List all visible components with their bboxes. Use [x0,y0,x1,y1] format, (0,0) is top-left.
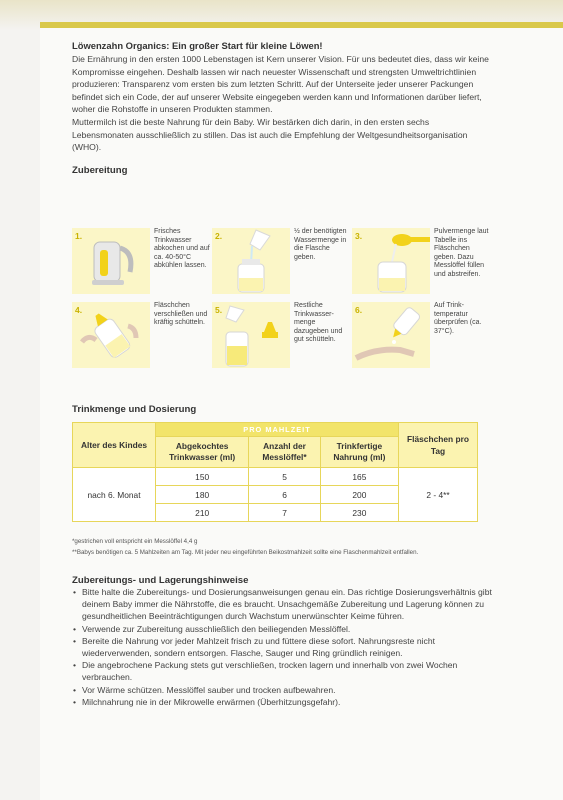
age-header: Alter des Kindes [73,423,156,468]
list-item: • Die angebrochene Packung stets gut verschließen, trocken lagern und innerhalb von zwei Wochen verbrauchen. [82,659,502,683]
preparation-title: Zubereitung [72,164,128,176]
step-4-number: 4. [75,305,83,315]
ready-cell: 200 [320,486,398,504]
step-4-text: Fläschchen verschließen und kräftig schütteln. [154,302,208,327]
step-1-text: Frisches Trinkwasser abkochen und auf ca. 40-50°C abkühlen lassen. [154,228,210,270]
footnote-2: **Babys benötigen ca. 5 Mahlzeiten am Tag. Mit jeder neu eingeführten Beikostmahlzeit sollte eine Flaschenmahlzeit entfallen. [72,548,419,556]
spoons-cell: 5 [249,468,320,486]
list-item: • Milchnahrung nie in der Mikrowelle erwärmen (Überhitzungsgefahr). [82,696,502,708]
dosage-title: Trinkmenge und Dosierung [72,404,197,415]
step-2-number: 2. [215,231,223,241]
temperature-check-icon [352,302,430,368]
step-3-picture [352,228,430,294]
water-header: Abgekochtes Trinkwasser (ml) [156,437,249,468]
step-6-text: Auf Trink-temperatur überprüfen (ca. 37°C). [434,302,482,335]
shake-bottle-icon [72,302,150,368]
add-water-bottle-icon [212,302,290,368]
per-meal-header: PRO MAHLZEIT [156,423,399,437]
intro-title: Löwenzahn Organics: Ein großer Start für kleine Löwen! [72,40,323,51]
measuring-spoon-icon [352,228,430,294]
list-item: • Bitte halte die Zubereitungs- und Dosierungsanweisungen genau ein. Das richtige Dosierungsverhältnis gibt deinem Baby immer die Nährstoffe, die es braucht. Unsachgemäße Zubereitung und Lagerung können zu gesundheitlichen Beeinträchtigungen durch Wachstum unerwünschter Keime führen. [82,586,502,623]
ready-header: Trinkfertige Nahrung (ml) [320,437,398,468]
step-6 [352,302,492,368]
step-1-picture [72,228,150,294]
water-cell: 180 [156,486,249,504]
hints-title: Zubereitungs- und Lagerungshinweise [72,575,249,586]
step-1 [72,228,212,294]
step-4-picture [72,302,150,368]
kettle-icon [72,228,150,294]
step-2-text: ½ der benötigten Wassermenge in die Flasche geben. [294,228,347,261]
dosage-table [72,422,478,522]
step-1-number: 1. [75,231,83,241]
step-4 [72,302,212,368]
spoons-header: Anzahl der Messlöffel* [249,437,320,468]
pour-water-icon [212,228,290,294]
list-item: • Vor Wärme schützen. Messlöffel sauber und trocken aufbewahren. [82,684,502,696]
water-cell: 150 [156,468,249,486]
dosage-footnotes [72,537,512,558]
age-value: nach 6. Monat [73,468,156,522]
list-item: • Verwende zur Zubereitung ausschließlich den beiliegenden Messlöffel. [82,623,502,635]
footnote-1: *gestrichen voll entspricht ein Messlöffel 4,4 g [72,538,198,545]
step-6-picture [352,302,430,368]
ready-cell: 230 [320,504,398,522]
spoons-cell: 6 [249,486,320,504]
bottles-value: 2 - 4** [399,468,478,522]
water-cell: 210 [156,504,249,522]
step-2-picture [212,228,290,294]
package-top-edge [0,0,563,30]
step-5-number: 5. [215,305,223,315]
step-2 [212,228,352,294]
table-row [73,468,478,486]
intro-paragraph-1: Die Ernährung in den ersten 1000 Lebenstagen ist Kern unserer Vision. Für uns bedeutet dies, dass wir keine Kompromisse eingehen. Deshalb lassen wir nach neuester Wissenschaft und strengsten Umweltrichtlinien produzieren: Transparenz vom ersten bis zum letzten Schritt. Auf der Unterseite jeder unserer Packungen befindet sich ein Code, der auf unserer Website eingegeben werden kann und Informationen darüber liefert, woher die Rohstoffe in unseren Produkten stammen. [72,54,489,115]
step-3 [352,228,492,294]
ready-cell: 165 [320,468,398,486]
intro-section [72,40,492,176]
step-5-text: Restliche Trinkwasser-menge dazugeben und gut schütteln. [294,302,343,344]
spoons-cell: 7 [249,504,320,522]
bottles-header: Fläschchen pro Tag [399,423,478,468]
list-item: • Bereite die Nahrung vor jeder Mahlzeit frisch zu und füttere diese sofort. Nahrungsreste nicht wiederverwenden, sondern entsorgen. Flasche, Sauger und Ring gründlich reinigen. [82,635,502,659]
preparation-steps [72,228,492,368]
step-5 [212,302,352,368]
step-6-number: 6. [355,305,363,315]
step-5-picture [212,302,290,368]
hints-list [72,586,502,708]
intro-paragraph-2: Muttermilch ist die beste Nahrung für dein Baby. Wir bestärken dich darin, in den ersten sechs Lebensmonaten ausschließlich zu stillen. Das ist auch die Empfehlung der Weltgesundheitsorganisation (WHO). [72,116,468,153]
step-3-text: Pulvermenge laut Tabelle ins Fläschchen geben. Dazu Messlöffel füllen und abstreifen. [434,228,489,278]
step-3-number: 3. [355,231,363,241]
